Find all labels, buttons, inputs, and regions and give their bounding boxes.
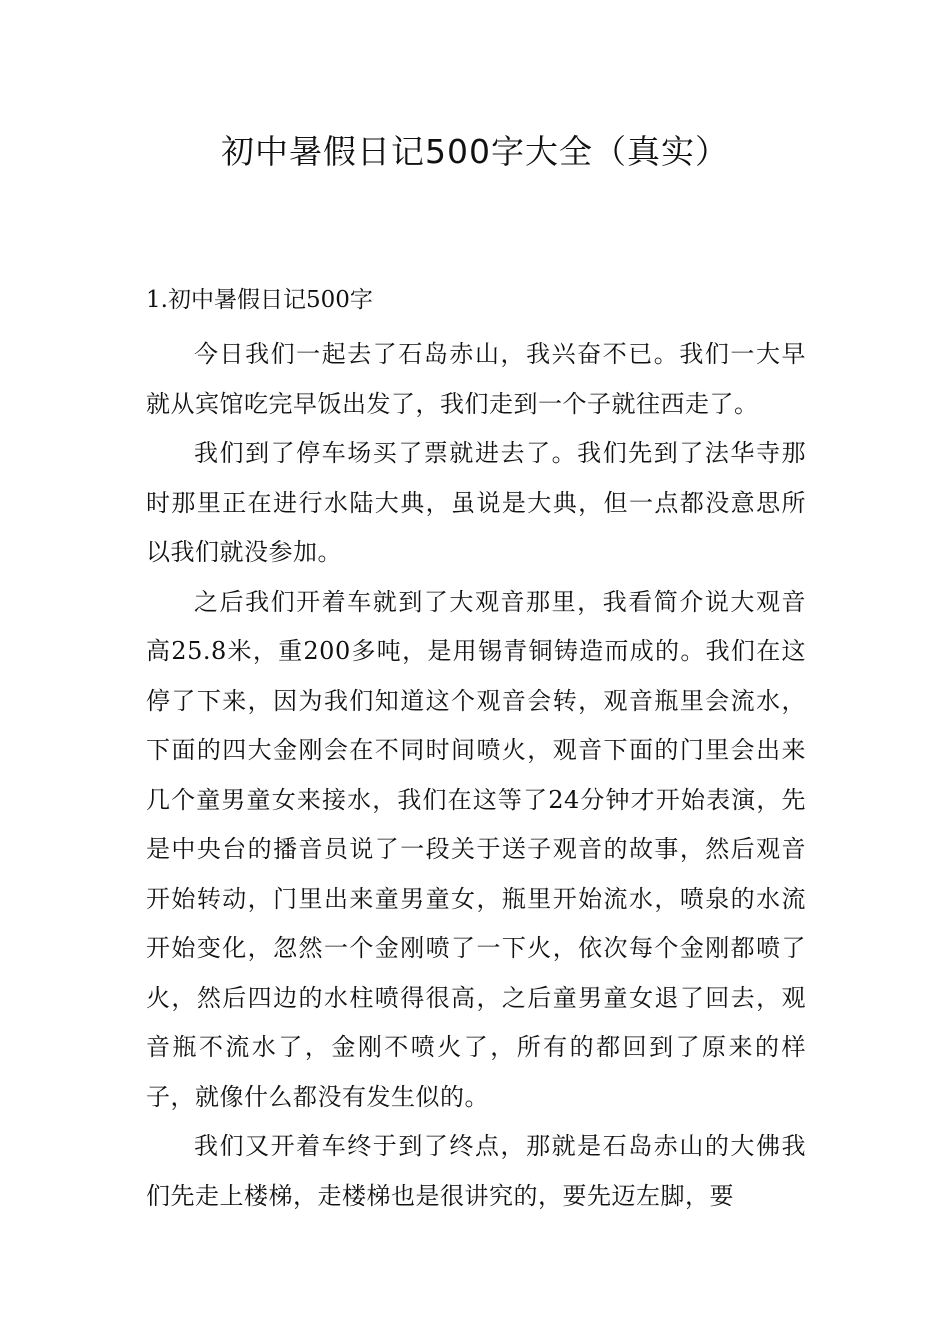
paragraph-4: 我们又开着车终于到了终点，那就是石岛赤山的大佛我们先走上楼梯，走楼梯也是很讲究的，要先迈左脚，要 — [146, 1132, 806, 1210]
document-title: 初中暑假日记500字大全（真实） — [221, 132, 729, 171]
section-heading: 1.初中暑假日记500字 — [146, 287, 373, 313]
paragraph-1: 今日我们一起去了石岛赤山，我兴奋不已。我们一大早就从宾馆吃完早饭出发了，我们走到一个子就往西走了。 — [146, 340, 806, 418]
paragraph-3: 之后我们开着车就到了大观音那里，我看简介说大观音高25.8米，重200多吨，是用锡青铜铸造而成的。我们在这停了下来，因为我们知道这个观音会转，观音瓶里会流水，下面的四大金刚会在不同时间喷火，观音下面的门里会出来几个童男童女来接水，我们在这等了24分钟才开始表演，先是中央台的播音员说了一段关于送子观音的故事，然后观音开始转动，门里出来童男童女，瓶里开始流水，喷泉的水流开始变化，忽然一个金刚喷了一下火，依次每个金刚都喷了火，然后四边的水柱喷得很高，之后童男童女退了回去，观音瓶不流水了，金刚不喷火了，所有的都回到了原来的样子，就像什么都没有发生似的。 — [146, 587, 806, 1111]
paragraph-2: 我们到了停车场买了票就进去了。我们先到了法华寺那时那里正在进行水陆大典，虽说是大典，但一点都没意思所以我们就没参加。 — [146, 439, 806, 566]
document-body — [146, 330, 806, 1221]
